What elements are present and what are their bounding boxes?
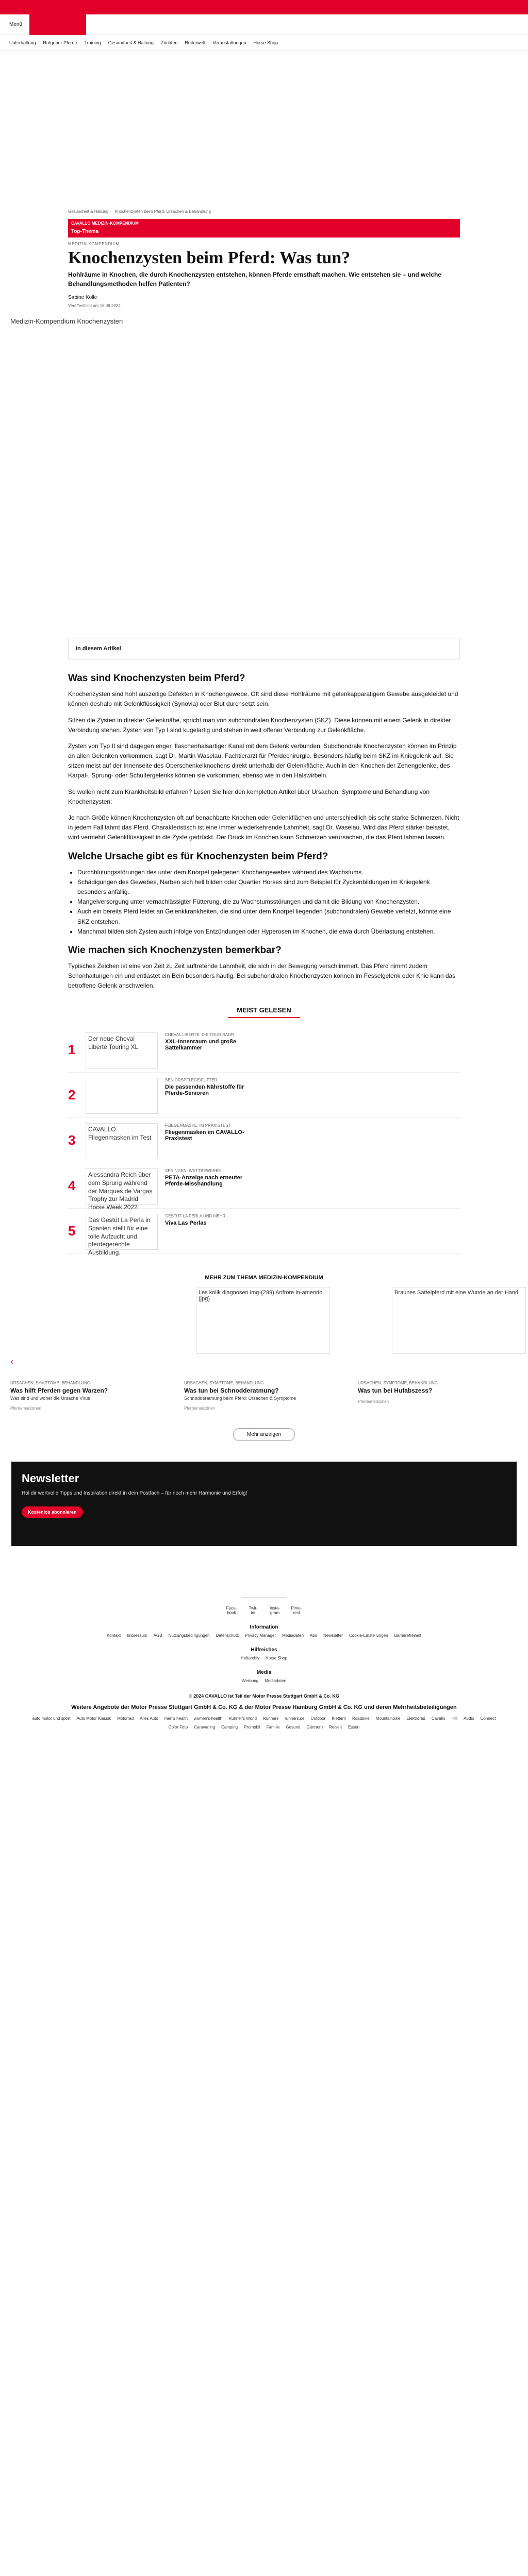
footer-link[interactable]: Datenschutz	[216, 1633, 239, 1638]
rank-number: 2	[68, 1087, 76, 1103]
brand-links	[0, 1716, 528, 1730]
bullet-item: • Schädigungen des Gewebes, Narben sich hell bilden oder Quartier Horses sind zum Beispiel für Zyckenbildungen im Kniegelenk besonders anfällig.	[77, 877, 460, 897]
footer-spacer	[0, 1730, 528, 1750]
footer-link[interactable]: Newsletter	[323, 1633, 343, 1638]
teaser-card[interactable]	[10, 1381, 170, 1411]
footer-media-title: Media	[256, 1670, 272, 1676]
article-lead: Hohlräume in Knochen, die durch Knochenzysten entstehen, können Pferde ernsthaft machen. Wie entstehen sie – und welche Behandlungsmethoden helfen Patienten?	[68, 271, 442, 287]
table-of-contents[interactable]: In diesem Artikel	[68, 638, 460, 659]
rank-number: 4	[68, 1178, 76, 1194]
site-header	[0, 14, 528, 35]
nav-item[interactable]: Reiterwelt	[185, 40, 206, 45]
breadcrumb	[68, 205, 460, 219]
paragraph: Zysten von Typ II sind dagegen enger, flaschenhalsartiger Kanal mit dem Gelenk verbunden. Subchondrale Knochenzysten können im Prinzip an allen Gelenken vorkommen, sagt Dr. Martin Waselau, Fachtierarzt für Pferdechirurgie. Besonders häufig beim SKZ im Kniegelenk auf. Sie sitzen meist auf der Innenseite des Oberschenkelknochens direkt unterhalb der Gelenkfläche. Auch in den Knochen der Zehengelenke, des Karpal-, Sprung- oder Schultergelenks können sie vorkommen, ebenso wie in den Halswirbeln.	[68, 742, 457, 779]
teaser-category: URSACHEN, SYMPTOME, BEHANDLUNG	[10, 1381, 90, 1386]
slide-image[interactable]: Braunes Sattelpferd mit eine Wunde an der Hand	[392, 1287, 526, 1354]
list-item-title[interactable]: PETA-Anzeige nach erneuter Pferde-Misshandlung	[165, 1175, 243, 1188]
article-image	[0, 315, 528, 624]
nav-item[interactable]: Veranstaltungen	[212, 40, 246, 45]
footer-link[interactable]: Familie	[266, 1724, 280, 1730]
social-icon[interactable]: Insta-gram	[269, 1606, 280, 1616]
footer-link[interactable]: Heftarchiv	[240, 1656, 259, 1661]
list-item-title[interactable]: XXL-Innenraum und große Sattelkammer	[165, 1039, 237, 1052]
newsletter-title: Newsletter	[22, 1472, 79, 1485]
footer-link[interactable]: Alles Auto	[140, 1716, 158, 1721]
footer-link[interactable]: Mediadaten	[265, 1679, 287, 1684]
social-icon[interactable]: Face-book	[226, 1606, 237, 1616]
teaser-card[interactable]	[184, 1381, 344, 1411]
list-item-category: CHEVAL LIBERTÉ: DIE TOUR RADR	[165, 1032, 234, 1038]
main-navigation	[0, 35, 528, 50]
paragraph: So wollen nicht zum Krankheitsbild erfahren? Lesen Sie hier den kompletten Artikel über Ursachen, Symptome und Behandlung von Knochenzysten:	[68, 788, 430, 805]
topic-badge[interactable]: Top-Thema	[68, 228, 460, 238]
footer-link[interactable]: women's health	[193, 1716, 223, 1721]
footer-link[interactable]: Gärtnern	[306, 1724, 323, 1730]
teaser-meta: Pferdemedizinen	[10, 1406, 42, 1411]
footer-link[interactable]: Barrierefreiheit	[394, 1633, 422, 1638]
nav-item[interactable]: Gesundheit & Haltung	[108, 40, 154, 45]
article-overline: CAVALLO MEDIZIN-KOMPENDIUM	[68, 219, 460, 228]
newsletter-box	[11, 1462, 517, 1546]
footer-link[interactable]: Camping	[221, 1724, 238, 1730]
footer-help-title: Hilfreiches	[251, 1647, 277, 1653]
footer-help-links	[0, 1656, 528, 1660]
footer-link[interactable]: Outdoor	[310, 1716, 326, 1721]
footer-link[interactable]: Hifi	[451, 1716, 458, 1721]
article-container	[10, 205, 460, 991]
rank-number: 5	[68, 1223, 76, 1239]
nav-item[interactable]: Ratgeber Pferde	[43, 40, 77, 45]
list-item-category: FLIEGENMASKE: IM PRAXISTEST	[165, 1123, 231, 1128]
list-item-category: SPRINGEN: WETTBEWERBE	[165, 1168, 221, 1174]
footer-link[interactable]: Promobil	[244, 1724, 260, 1730]
nav-item[interactable]: Züchten	[160, 40, 178, 45]
article-author[interactable]: Sabine Kölle	[68, 295, 97, 301]
list-item[interactable]	[68, 1209, 460, 1254]
teaser-lead: Was sind und woher die Ursache Virus	[10, 1396, 90, 1401]
list-item-title[interactable]: Viva Las Perlas	[165, 1220, 207, 1227]
nav-item[interactable]: Unterhaltung	[9, 40, 36, 45]
list-item-text	[165, 1168, 248, 1187]
teaser-meta: Pferdemedizinen	[358, 1399, 389, 1404]
footer-link[interactable]: Werbung	[241, 1679, 259, 1684]
bullet-item: • Durchblutungsstörungen des unter dem Knorpel gelegenen Knochengewebes während des Wachstums.	[77, 868, 460, 877]
site-logo[interactable]	[29, 14, 86, 35]
teaser-card[interactable]	[358, 1381, 518, 1411]
menu-button[interactable]: Menü	[9, 22, 23, 27]
paragraph: Sitzen die Zysten in direkter Gelenknähe, spricht man von subchondralen Knochenzysten (SKZ). Diese können mit einem Gelenk in direkter Verbindung stehen. Zysten von Typ I sind kugelartig und stehen in weit offener Verbindung zur Gelenkfläche.	[68, 716, 451, 734]
footer-link[interactable]: Essen	[348, 1724, 360, 1730]
teaser-meta: Pferdemedizinen	[184, 1406, 216, 1411]
more-topic-title: MEHR ZUM THEMA MEDIZIN-KOMPENDIUM	[205, 1275, 323, 1281]
teaser-title[interactable]: Was tun bei Schnodderatmung?	[184, 1387, 279, 1395]
teaser-lead: Schnodderatmung beim Pferd: Ursachen & Symptome	[184, 1396, 296, 1401]
footer-link[interactable]: Elektrorad	[406, 1716, 425, 1721]
top-bar	[0, 0, 528, 14]
list-item-text	[165, 1123, 248, 1142]
newsletter-subscribe-button[interactable]: Kostenlos abonnieren	[22, 1506, 83, 1518]
teaser-category: URSACHEN, SYMPTOME, BEHANDLUNG	[184, 1381, 264, 1386]
rank-number: 3	[68, 1132, 76, 1148]
list-item-title[interactable]: Fliegenmasken im CAVALLO-Praxistest	[165, 1129, 244, 1142]
footer-link[interactable]: Cookie-Einstellungen	[349, 1633, 388, 1638]
section-heading: Wie machen sich Knochenzysten bemerkbar?	[68, 944, 282, 956]
thumbnail-image[interactable]: Das Gestüt La Perla in Spanien stellt für eine tolle Aufzucht und pferdegerechte Ausbildung.	[86, 1214, 158, 1250]
footer-link[interactable]: Color Foto	[168, 1724, 188, 1730]
footer-link[interactable]: AGB	[153, 1633, 162, 1638]
copyright: © 2024 CAVALLO ist Teil der Motor Presse Stuttgart GmbH & Co. KG	[189, 1693, 339, 1699]
list-item-category: GESTÜT LA PERLA UND MEHR	[165, 1214, 226, 1219]
footer-link[interactable]: Connect	[480, 1716, 496, 1721]
topic-teasers	[0, 1381, 528, 1411]
footer-link[interactable]: Runner's World	[228, 1716, 257, 1721]
thumbnail-image[interactable]: Der neue Cheval Liberté Touring XL	[86, 1032, 158, 1069]
teaser-title[interactable]: Was hilft Pferden gegen Warzen?	[10, 1387, 108, 1395]
social-icon[interactable]: Pinte-rest	[291, 1606, 302, 1616]
thumbnail-image[interactable]: Alessandra Reich über dem Sprung während der Marques de Vargas Trophy zur Madrid Horse Week 2022	[86, 1168, 158, 1205]
article-kicker: MEDIZIN-KOMPENDIUM	[68, 242, 120, 246]
bullet-list	[77, 868, 460, 937]
footer-link[interactable]: Runners	[262, 1716, 279, 1721]
list-item-text	[165, 1214, 248, 1226]
footer-link[interactable]: Mountainbike	[375, 1716, 401, 1721]
topic-slider	[0, 1287, 528, 1367]
thumbnail-image[interactable]	[86, 1078, 158, 1114]
most-read-title: MEIST GELESEN	[228, 1006, 300, 1018]
nav-item[interactable]: Horse Shop	[253, 40, 278, 45]
list-item-category: SENIORSPFLEGE/FUTTER	[165, 1078, 218, 1083]
footer-info-links	[0, 1633, 528, 1638]
teaser-title[interactable]: Was tun bei Hufabszess?	[358, 1387, 433, 1395]
section-heading: Was sind Knochenzysten beim Pferd?	[68, 673, 245, 684]
bullet-item: • Auch ein bereits Pferd leidet an Gelenkkrankheiten, die sind unter dem Knorpel liegenden (subchondralen) Gewebe verletzt, könnte eine SKZ entstehen.	[77, 907, 460, 926]
footer-link[interactable]: Horse Shop	[265, 1656, 288, 1661]
other-offers-title: Weitere Angebote der Motor Presse Stuttgart GmbH & Co. KG & der Motor Presse Hamburg GmbH & Co. KG und deren Mehrheitsbeteiligungen	[71, 1704, 457, 1711]
list-item[interactable]	[68, 1027, 460, 1073]
article-date: Veröffentlicht am 16.08.2024	[68, 303, 121, 309]
footer-link[interactable]: Roadbike	[352, 1716, 370, 1721]
list-item-title[interactable]: Die passenden Nährstoffe für Pferde-Senioren	[165, 1084, 244, 1097]
footer-link[interactable]: Kontakt	[106, 1633, 121, 1638]
footer-media-links	[0, 1679, 528, 1683]
paragraph: Je nach Größe können Knochenzysten oft auf benachbarte Knochen oder Gelenkflächen und unterschiedlich bis sehr starke Schmerzen. Nicht in jedem Fall lahmt das Pferd. Charakteristisch ist eine immer wiederkehrende Lahmheit, sagt Dr. Waselau. Wird das Pferd stärker belastet, wird vermehrt Gelenkflüssigkeit in die Zyste gedrückt. Der Druck im Knochen kann Schmerzen verursachen, die das Pferd lahmen lassen.	[68, 814, 459, 841]
footer-link[interactable]: Auto Motor Klassik	[76, 1716, 111, 1721]
thumbnail-image[interactable]: CAVALLO Fliegenmasken im Test	[86, 1123, 158, 1159]
article-body	[68, 673, 460, 991]
section-heading: Welche Ursache gibt es für Knochenzysten beim Pferd?	[68, 851, 328, 862]
breadcrumb-item[interactable]: Gesundheit & Haltung	[68, 209, 109, 214]
newsletter-text: Hol dir wertvolle Tipps und Inspiration direkt in dein Postfach – für noch mehr Harmonie und Erfolg!	[22, 1490, 248, 1497]
footer-link[interactable]: Privacy Manager	[245, 1633, 276, 1638]
rank-number: 1	[68, 1042, 76, 1058]
list-item[interactable]	[68, 1073, 460, 1118]
most-read-list	[68, 1027, 460, 1254]
footer-link[interactable]: Caravaning	[194, 1724, 216, 1730]
footer-link[interactable]: men's health	[164, 1716, 188, 1721]
bullet-item: • Manchmal bilden sich Zysten auch infolge von Entzündungen oder Hyperosen im Knochen, die etwa durch Überlastung entstehen.	[77, 927, 460, 937]
list-item-text	[165, 1032, 248, 1051]
footer-link[interactable]: Nutzungsbedingungen	[168, 1633, 210, 1638]
ad-slot	[0, 50, 528, 205]
social-icon[interactable]: Twit-ter	[249, 1606, 258, 1616]
paragraph: Typisches Zeichen ist eine von Zeit zu Zeit auftretende Lahmheit, die sich in der Bewegung verschlimmert. Das Pferd nimmt zudem Schonhaltungen ein und entlastet ein Bein besonders häufig. Bei subchondralen Knochenzysten können im Fesselgelenk oder Knie kann das betroffene Gelenk anschwellen.	[68, 962, 456, 990]
footer-link[interactable]: Impressum	[127, 1633, 147, 1638]
list-item-text	[165, 1078, 248, 1096]
footer-logo[interactable]	[241, 1567, 287, 1598]
social-links	[0, 1606, 528, 1615]
slide-image[interactable]: Les kolik diagnosen img-(299) Anfrore in-amendo (jpg)	[196, 1287, 330, 1354]
chevron-left-icon[interactable]: ‹	[10, 1357, 13, 1367]
footer-link[interactable]: Klettern	[332, 1716, 346, 1721]
footer-link[interactable]: Audio	[464, 1716, 474, 1721]
nav-item[interactable]: Training	[84, 40, 101, 45]
footer-link[interactable]: auto motor und sport	[32, 1716, 71, 1721]
bullet-item: • Mangelversorgung unter vernachlässigter Fütterung, die zu Wachstumsstörungen und damit die Bildung von Knochenzysten.	[77, 897, 460, 907]
footer-info-title: Information	[250, 1624, 278, 1631]
footer-link[interactable]: Cavallo	[431, 1716, 446, 1721]
more-button[interactable]: Mehr anzeigen	[233, 1428, 295, 1441]
footer-link[interactable]: Abo	[309, 1633, 318, 1638]
breadcrumb-item[interactable]: Knochenzysten beim Pferd: Ursachen & Behandlung	[114, 209, 211, 214]
footer-link[interactable]: Gesund	[286, 1724, 301, 1730]
list-item[interactable]	[68, 1163, 460, 1209]
footer-link[interactable]: Reisen	[329, 1724, 342, 1730]
page-title: Knochenzysten beim Pferd: Was tun?	[68, 248, 351, 267]
paragraph: Knochenzysten sind hohl auszeitige Defekten in Knochengewebe. Oft sind diese Hohlräume mit gelenkapparatigem Gewebe ausgekleidet und können deshalb mit Gelenkflüssigkeit (Synovia) oder Blut durchsetzt sein.	[68, 690, 458, 708]
footer-link[interactable]: Motorrad	[117, 1716, 134, 1721]
footer-link[interactable]: runners.de	[285, 1716, 305, 1721]
footer-link[interactable]: Mediadaten	[282, 1633, 304, 1638]
teaser-category: URSACHEN, SYMPTOME, BEHANDLUNG	[358, 1381, 438, 1386]
article-image-alt: Medizin-Kompendium Knochenzysten	[10, 317, 123, 326]
list-item[interactable]	[68, 1118, 460, 1163]
